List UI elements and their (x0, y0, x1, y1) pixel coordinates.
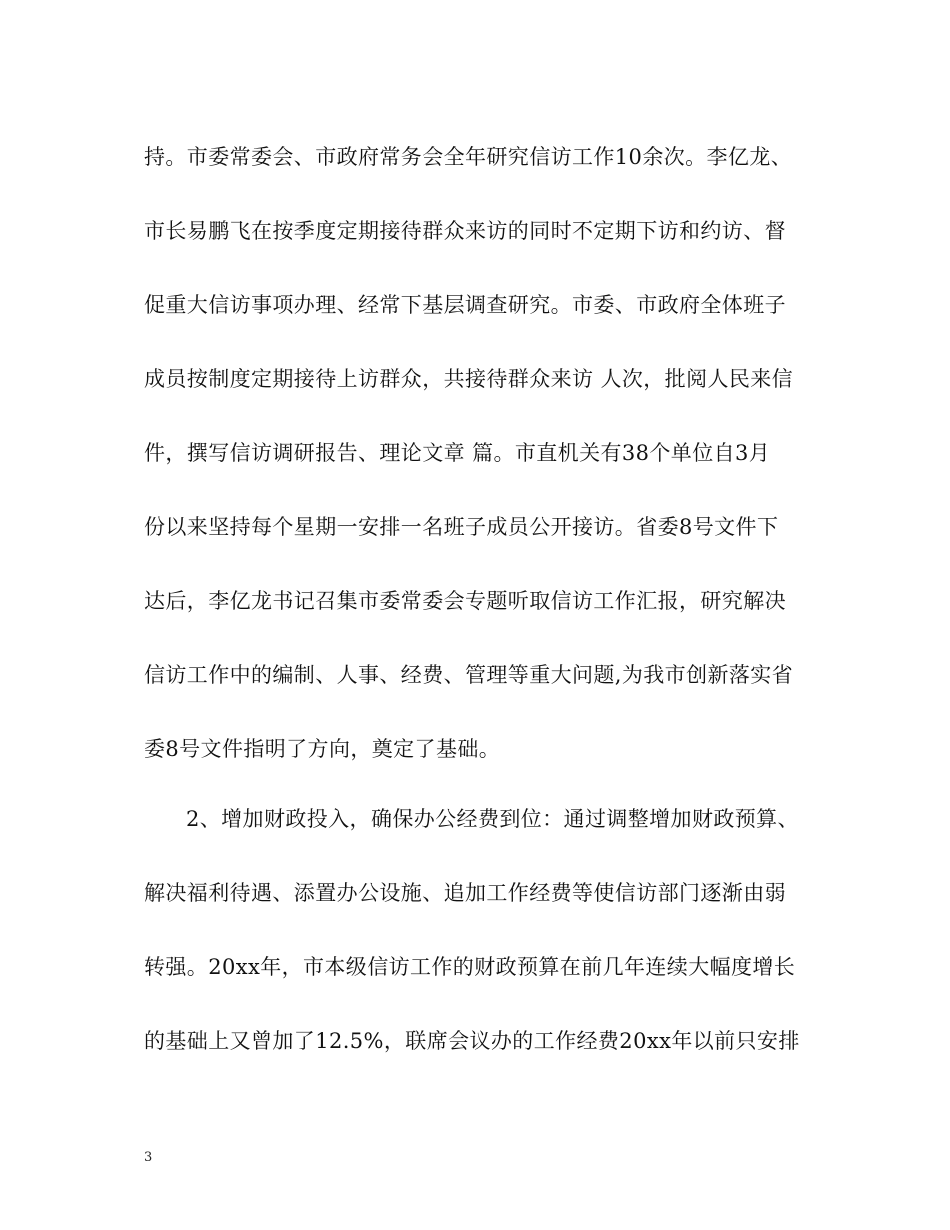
text-line: 达后，李亿龙书记召集市委常委会专题听取信访工作汇报，研究解决 (144, 589, 786, 613)
text-line: 解决福利待遇、添置办公设施、追加工作经费等使信访部门逐渐由弱 (144, 881, 786, 905)
body-text (144, 136, 824, 1094)
text-line: 份以来坚持每个星期一安排一名班子成员公开接访。省委8号文件下 (144, 515, 779, 539)
text-line: 转强。20xx年，市本级信访工作的财政预算在前几年连续大幅度增长 (144, 955, 796, 979)
text-line: 委8号文件指明了方向，奠定了基础。 (144, 737, 501, 761)
text-line: 市长易鹏飞在按季度定期接待群众来访的同时不定期下访和约访、督 (144, 219, 786, 243)
page-number: 3 (144, 1150, 153, 1165)
text-line: 的基础上又曾加了12.5%，联席会议办的工作经费20xx年以前只安排 (144, 1029, 800, 1053)
text-line: 持。市委常委会、市政府常务会全年研究信访工作10余次。李亿龙、 (144, 145, 793, 169)
text-line: 成员按制度定期接待上访群众，共接待群众来访 人次，批阅人民来信 (144, 367, 794, 391)
text-line: 促重大信访事项办理、经常下基层调查研究。市委、市政府全体班子 (144, 293, 786, 317)
text-line: 信访工作中的编制、人事、经费、管理等重大问题,为我市创新落实省 (144, 663, 794, 687)
paragraph-first-line: 2、增加财政投入，确保办公经费到位：通过调整增加财政预算、 (186, 807, 799, 831)
text-line: 件，撰写信访调研报告、理论文章 篇。市直机关有38个单位自3月 (144, 441, 771, 465)
